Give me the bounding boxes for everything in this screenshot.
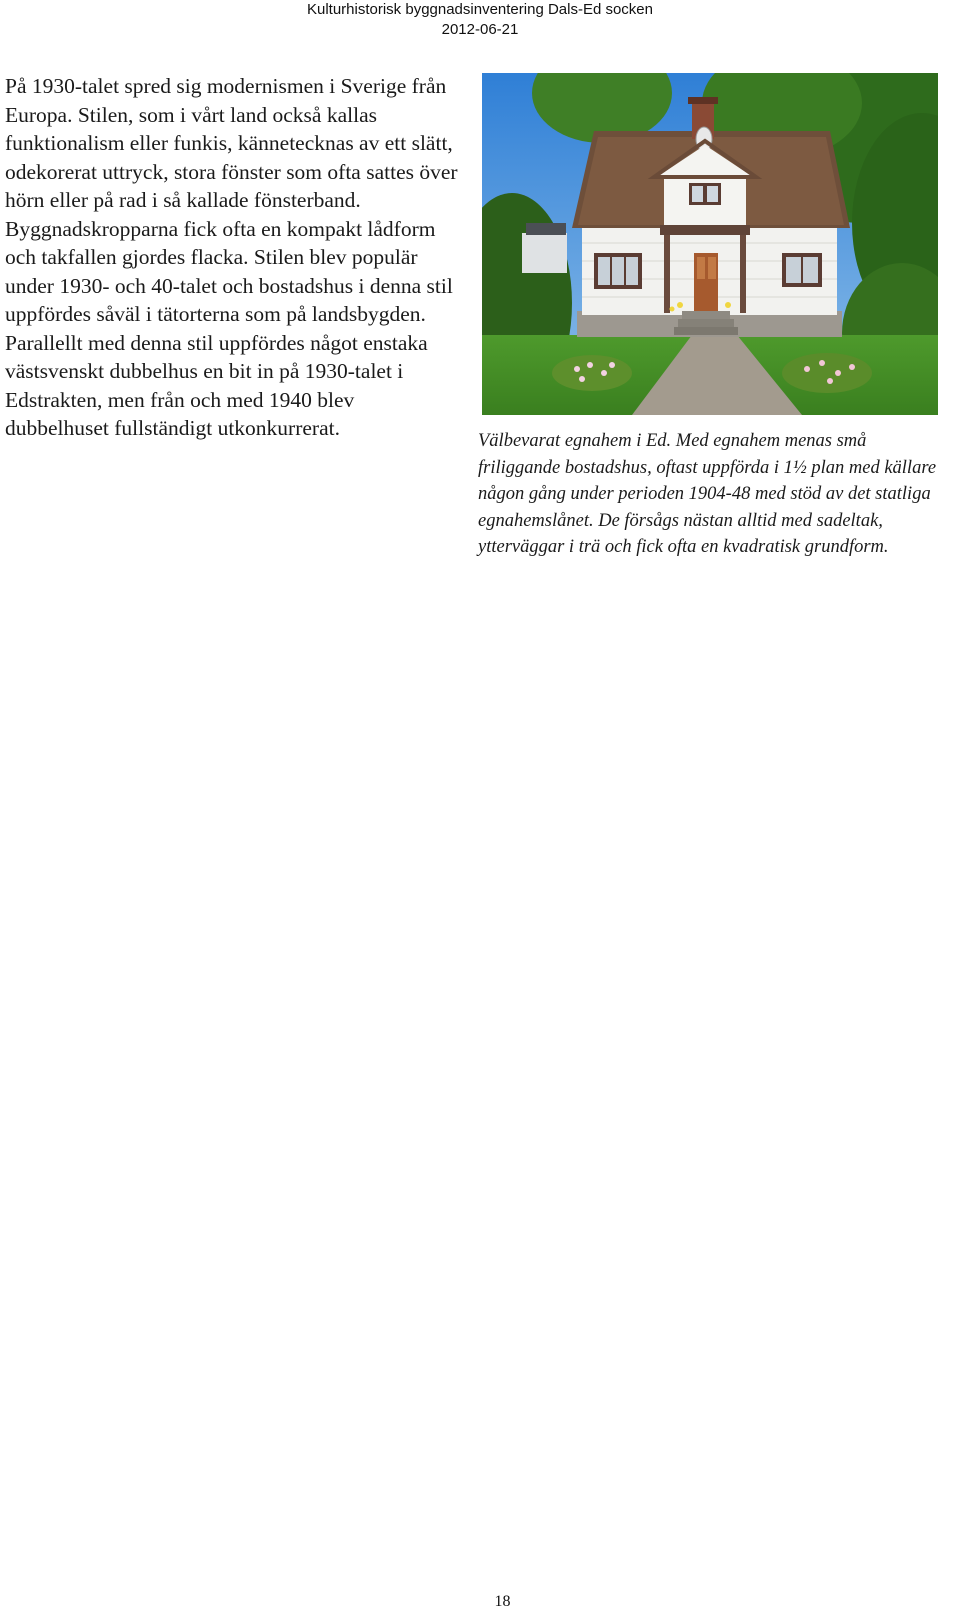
page-header — [0, 0, 960, 40]
photo-caption: Välbevarat egnahem i Ed. Med egnahem menas små friliggande bostadshus, oftast uppförda i 1½ plan med källare någon gång under perioden 1904-48 med stöd av det statliga egnahemslånet. De försågs nästan alltid med sadeltak, ytterväggar i trä och fick ofta en kvadratisk grundform. — [478, 431, 937, 557]
document-date: 2012-06-21 — [441, 21, 519, 38]
house-photo — [482, 73, 938, 415]
document-title: Kulturhistorisk byggnadsinventering Dals-Ed socken — [306, 1, 653, 18]
page-number: 18 — [494, 1593, 511, 1610]
body-paragraph: På 1930-talet spred sig modernismen i Sverige från Europa. Stilen, som i vårt land också kallas funktionalism eller funkis, kännetecknas av ett slätt, odekorerat uttryck, stora fönster som ofta sattes över hörn eller på rad i så kallade fönsterband. Byggnadskropparna fick ofta en kompakt lådform och takfallen gjordes flacka. Stilen blev populär under 1930- och 40-talet och bostadshus i denna stil uppfördes såväl i tätorterna som på landsbygden. Parallellt med denna stil uppfördes något enstaka västsvenskt dubbelhus en bit in på 1930-talet i Edstrakten, men från och med 1940 blev dubbelhuset fullständigt utkonkurrerat. — [5, 74, 458, 440]
